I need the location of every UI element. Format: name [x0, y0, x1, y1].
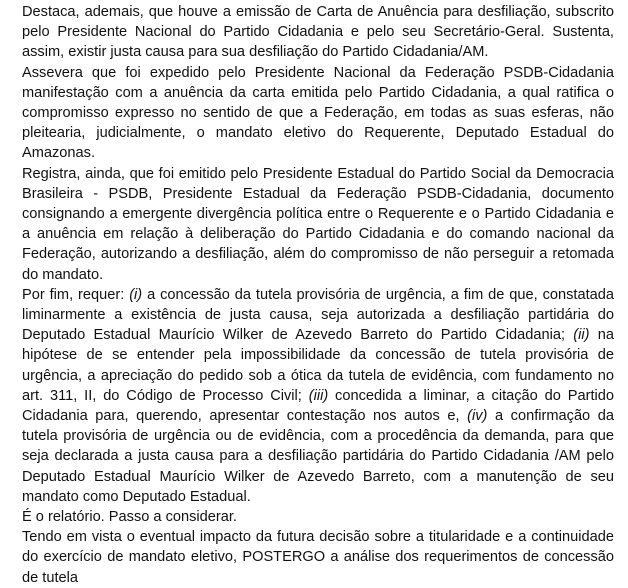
paragraph-requerimentos [22, 285, 614, 507]
paragraph-text: na hipótese de se entender pela impossibilidade da concessão de tutela provisória de urgência, a apreciação do pedido sob a ótica da tutela de evidência, com fundamento no art. 311, II, do Código de Processo Civil; [22, 327, 614, 404]
paragraph-federacao-manifestacao [22, 63, 614, 164]
paragraph-text: Destaca, ademais, que houve a emissão de Carta de Anuência para desfiliação, subscrito pelo Presidente Nacional do Partido Cidadania e pelo seu Secretário-Geral. Sustenta, assim, existir justa causa para sua desfiliação do Partido Cidadania/AM. [22, 4, 614, 61]
paragraph-psdb-documento [22, 164, 614, 285]
paragraph-text: Tendo em vista o eventual impacto da futura decisão sobre a titularidade e a continuidade do exercício de mandato eletivo, POSTERGO a análise dos requerimentos de concessão de tutela [22, 529, 614, 586]
paragraph-text: Por fim, requer: [22, 286, 130, 303]
item-marker-ii: (ii) [573, 327, 590, 344]
document-body [22, 2, 614, 588]
paragraph-postergo [22, 527, 614, 588]
item-marker-i: (i) [129, 286, 143, 303]
paragraph-text: concedida a liminar, a citação do Partido Cidadania para, querendo, apresentar contestação nos autos e, [22, 387, 615, 425]
paragraph-carta-anuencia [22, 2, 614, 63]
paragraph-text: a concessão da tutela provisória de urgência, a fim de que, constatada liminarmente a existência de justa causa, seja autorizada a desfiliação partidária do Deputado Estadual Maurício Wilker de Azevedo Barreto do Partido Cidadania; [22, 286, 614, 344]
paragraph-relatorio [22, 507, 614, 527]
item-marker-iv: (iv) [467, 408, 488, 425]
paragraph-text: Assevera que foi expedido pelo Presidente Nacional da Federação PSDB-Cidadania manifestação com a anuência da carta emitida pelo Partido Cidadania, a qual ratifica o compromisso expresso no sentido de que a Federação, em todas as suas esferas, não pleitearia, judicialmente, o mandato eletivo do Requerente, Deputado Estadual do Amazonas. [22, 64, 614, 162]
item-marker-iii: (iii) [308, 387, 329, 404]
paragraph-text: a confirmação da tutela provisória de urgência ou de evidência, com a procedência da demanda, para que seja declarada a justa causa para a desfiliação partidária do Partido Cidadania /AM pelo Deputado Estadual Maurício Wilker de Azevedo Barreto, com a manutenção de seu mandato como Deputado Estadual. [22, 408, 614, 505]
paragraph-text: É o relatório. Passo a considerar. [22, 509, 237, 526]
paragraph-text: Registra, ainda, que foi emitido pelo Presidente Estadual do Partido Social da Democracia Brasileira - PSDB, Presidente Estadual da Federação PSDB-Cidadania, documento consignando a emergente divergência política entre o Requerente e o Partido Cidadania e a anuência em relação à deliberação do Partido Cidadania e do comando nacional da Federação, autorizando a desfiliação, além do compromisso de não perseguir a retomada do mandato. [22, 165, 614, 283]
